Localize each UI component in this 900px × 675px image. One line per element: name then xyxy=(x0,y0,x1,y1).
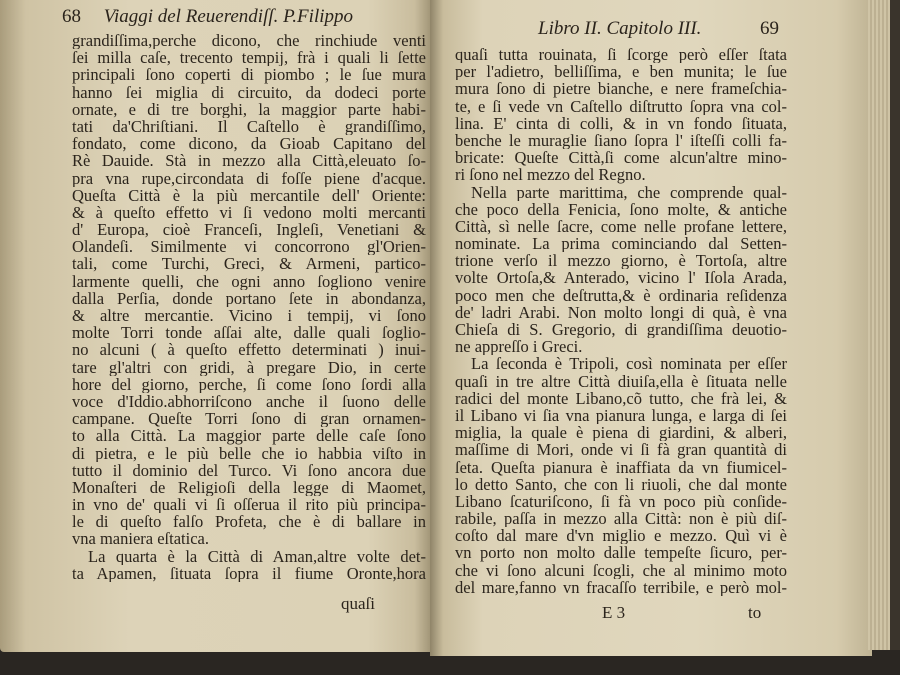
text-line: no alcuni ( à queſto effetto determinati ) inui- xyxy=(72,341,426,359)
text-line: per l'adietro, belliſſima, e ben munita; le ſue xyxy=(455,63,787,81)
text-line: del mare,fanno vn fracaſſo terribile, e però mol- xyxy=(455,578,787,596)
page-number: 68 xyxy=(62,6,81,27)
text-line: ne appreſſo i Greci. xyxy=(455,338,583,356)
text-line: in vno de' quali vi ſi oſſerua il rito più principa- xyxy=(72,496,426,514)
page-edges xyxy=(868,0,892,650)
right-page xyxy=(430,0,872,656)
running-title: Viaggi del Reuerendiſſ. P.Filippo xyxy=(103,6,353,27)
text-line: te, e ſi vede vn Caſtello diſtrutto ſopra vna col- xyxy=(455,97,787,115)
text-line: di pietra, e le più belle che io habbia viſto in xyxy=(72,444,426,462)
text-line: Queſta Città è la più mercantile dell' Oriente: xyxy=(72,186,426,204)
text-line: Rè Dauide. Stà in mezzo alla Città,eleuato ſo- xyxy=(72,152,426,170)
page-number: 69 xyxy=(760,18,779,39)
text-line: maſſime di Mori, onde vi ſi fà gran quantità di xyxy=(455,441,787,459)
text-line: rabile, paſſa in mezzo alla Città: non è più diſ- xyxy=(455,510,787,528)
text-line: & altre mercantie. Vicino i tempij, vi ſono xyxy=(72,307,426,325)
text-line: molte Torri tonde aſſai alte, dalle quali ſoglio- xyxy=(72,324,426,342)
text-line: miglia, la quale è piena di giardini, & alberi, xyxy=(455,424,787,442)
text-line: che vi ſono alcuni ſcogli, che al minimo moto xyxy=(455,561,787,579)
text-line: vna maniera eſtatica. xyxy=(72,530,209,548)
text-line: che poco della Fenicia, ſono molte, & antiche xyxy=(455,200,787,218)
text-line: ta Apamen, ſituata ſopra il fiume Oronte,hora xyxy=(72,564,426,582)
text-line: larmente quelli, che ogni anno ſogliono venire xyxy=(72,272,426,290)
text-line: trione verſo il mezzo giorno, è Tortoſa, altre xyxy=(455,252,787,270)
text-line: lo detto Santo, che con li riuoli, che dal monte xyxy=(455,475,787,493)
text-line: voce d'Iddio.abhorriſcono anche il ſuono delle xyxy=(72,392,426,411)
text-line: poco men che deſtrutta,& è ordinaria reſidenza xyxy=(455,286,787,304)
text-line: coſto dal mare d'vn miglio e mezzo. Quì vi è xyxy=(455,527,787,545)
text-line: hanno ſei miglia di circuito, da dodeci porte xyxy=(72,83,426,101)
text-line: le di queſto falſo Profeta, che è di ballare in xyxy=(72,513,426,531)
text-line: grandiſſima,perche dicono, che rinchiude venti xyxy=(72,32,426,50)
text-line: Nella parte marittima, che comprende qual- xyxy=(471,183,787,201)
text-line: quaſi in tre altre Città diuiſa,ella è ſituata nelle xyxy=(455,372,787,390)
text-line: volte Ortoſa,& Anterado, vicino l' Iſola Arada, xyxy=(455,269,787,287)
running-head xyxy=(538,18,701,40)
text-line: dalla Perſia, donde portano ſete in abondanza, xyxy=(72,289,426,307)
text-line: radici del monte Libano,cõ tutto, che frà lei, & xyxy=(455,389,787,407)
signature-mark: E 3 xyxy=(602,603,626,622)
running-head xyxy=(62,6,353,28)
text-line: quaſi tutta rouinata, ſi ſcorge però eſſer ſtata xyxy=(455,46,787,64)
text-line: pra vna rupe,circondata di foſſe piene d'acque. xyxy=(72,169,426,187)
text-line: campane. Queſte Torri ſono di gran ornamen- xyxy=(72,410,426,428)
text-line: tati da'Chriſtiani. Il Caſtello è grandiſſimo, xyxy=(72,117,426,136)
catchword: to xyxy=(748,603,762,622)
text-line: La ſeconda è Tripoli, così nominata per eſſer xyxy=(471,355,787,373)
text-line: Olandeſi. Similmente vi concorrono gl'Orien- xyxy=(72,238,426,256)
text-line: bricate: Queſte Città,ſi come alcun'altre mino- xyxy=(455,149,787,167)
text-line: lina. E' cinta di colli, & in vn fondo ſituata, xyxy=(455,114,787,132)
text-line: Monaſteri de Religioſi della legge di Maomet, xyxy=(72,478,426,497)
text-line: tutto il dominio del Turco. Vi ſono ancora due xyxy=(72,461,426,479)
text-line: tali, come Turchi, Greci, & Armeni, partico- xyxy=(72,255,426,273)
text-line: ornate, e di tre borghi, la maggior parte habi- xyxy=(72,100,426,118)
text-line: to alla Città. La maggior parte delle caſe ſono xyxy=(72,427,426,445)
body-text xyxy=(72,32,426,582)
text-line: ſeta. Queſta pianura è inaffiata da vn fiumicel- xyxy=(455,458,787,476)
text-line: & à queſto effetto vi ſi vedono molti mercanti xyxy=(72,203,426,222)
catchword: quaſi xyxy=(341,594,375,613)
text-line: hore del giorno, perche, ſi come ſono ſordi alla xyxy=(72,375,426,393)
text-line: d' Europa, cioè Franceſi, Ingleſi, Venetiani & xyxy=(72,221,426,239)
text-line: benche le muraglie ſiano ſopra l' iſteſſi colli fa- xyxy=(455,131,787,150)
text-line: mura ſono di pietre bianche, e nere frameſchia- xyxy=(455,80,787,98)
text-line: ri ſono nel mezzo del Regno. xyxy=(455,166,646,184)
running-title: Libro II. Capitolo III. xyxy=(538,18,702,39)
text-line: de' ladri Arabi. Non molto longi di quà, è vna xyxy=(455,303,787,321)
text-line: principali ſono coperti di piombo ; le ſue mura xyxy=(72,66,426,84)
text-line: ſei milla caſe, trecento tempij, frà i quali li ſette xyxy=(72,49,426,67)
text-line: Libano ſcaturiſcono, ſi fà vn poco più conſide- xyxy=(455,492,787,511)
text-line: La quarta è la Città di Aman,altre volte det- xyxy=(88,547,426,565)
text-line: tare gl'altri con gridi, à pregare Dio, in certe xyxy=(72,358,426,376)
text-line: il Libano vi ſia vna pianura lunga, e larga di ſei xyxy=(455,406,787,425)
body-text xyxy=(455,46,787,596)
text-line: vn porto non molto dalle tempeſte ſicuro, per- xyxy=(455,544,787,562)
text-line: nominate. La prima cominciando dal Setten- xyxy=(455,235,787,253)
text-line: Città, sì nelle ſacre, come nelle profane lettere, xyxy=(455,217,787,236)
text-line: fondato, come dicono, da Gioab Capitano del xyxy=(72,135,426,153)
text-line: Chieſa di S. Gregorio, di grandiſſima deuotio- xyxy=(455,321,787,339)
left-page xyxy=(0,0,432,652)
